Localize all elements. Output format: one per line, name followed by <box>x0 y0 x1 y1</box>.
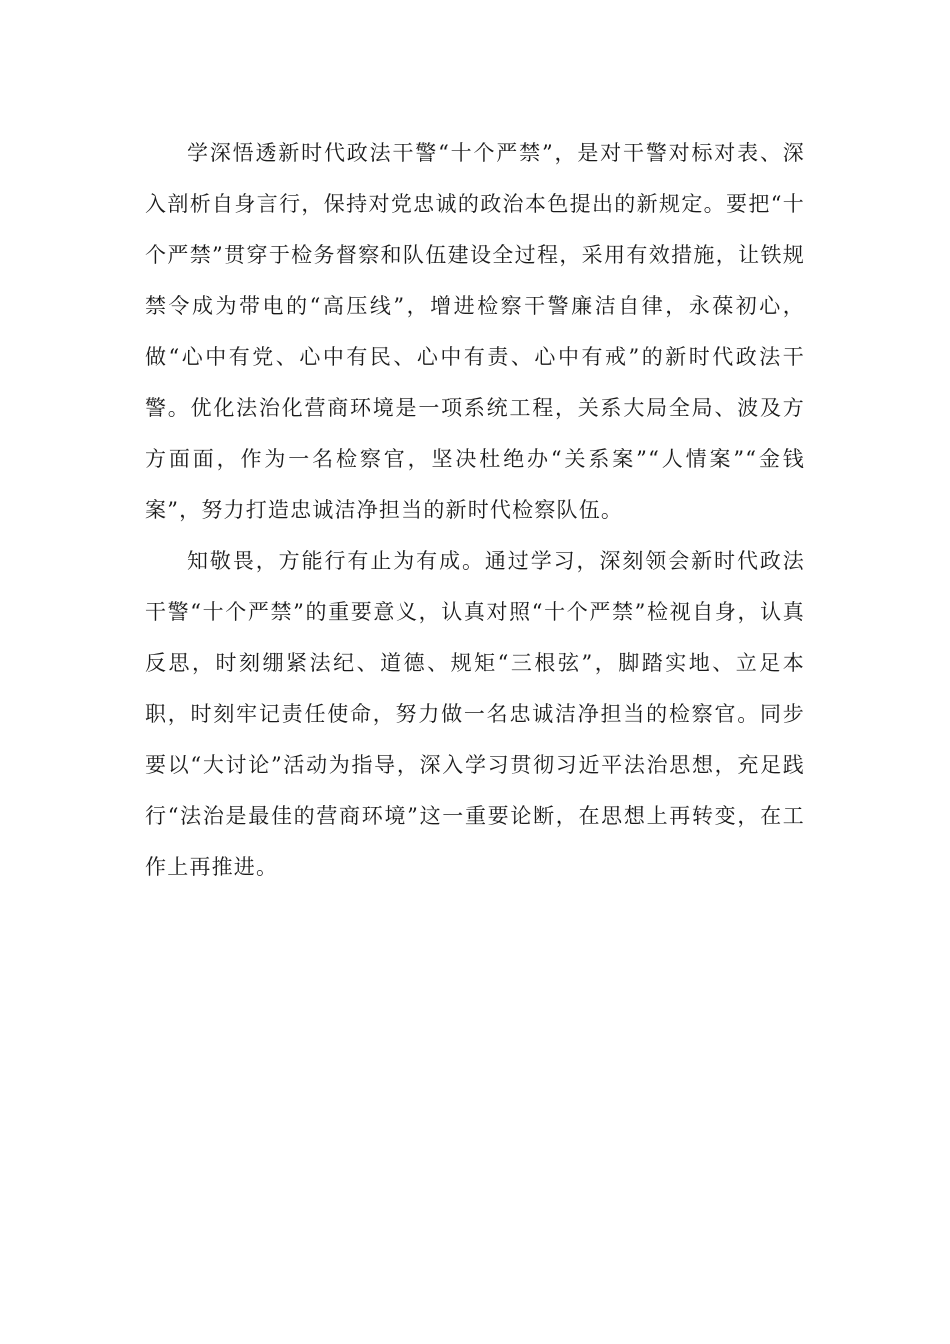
paragraph-2: 知敬畏，方能行有止为有成。通过学习，深刻领会新时代政法干警“十个严禁”的重要意义，认真对照“十个严禁”检视自身，认真反思，时刻绷紧法纪、道德、规矩“三根弦”，脚踏实地、立足本职，时刻牢记责任使命，努力做一名忠诚洁净担当的检察官。同步要以“大讨论”活动为指导，深入学习贯彻习近平法治思想，充足践行“法治是最佳的营商环境”这一重要论断，在思想上再转变，在工作上再推进。 <box>145 549 805 879</box>
paragraph-1: 学深悟透新时代政法干警“十个严禁”，是对干警对标对表、深入剖析自身言行，保持对党忠诚的政治本色提出的新规定。要把“十个严禁”贯穿于检务督察和队伍建设全过程，采用有效措施，让铁规禁令成为带电的“高压线”，增进检察干警廉洁自律，永葆初心，做“心中有党、心中有民、心中有责、心中有戒”的新时代政法干警。优化法治化营商环境是一项系统工程，关系大局全局、波及方方面面，作为一名检察官，坚决杜绝办“关系案”“人情案”“金钱案”，努力打造忠诚洁净担当的新时代检察队伍。 <box>145 141 805 522</box>
document-body <box>145 128 805 893</box>
